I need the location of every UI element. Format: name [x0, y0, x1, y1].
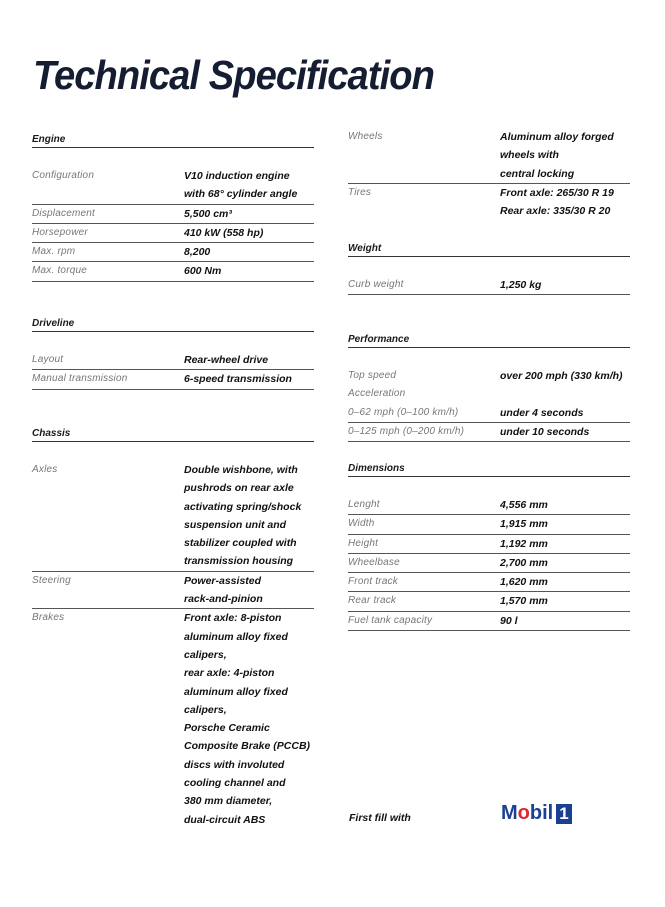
spec-row — [32, 461, 314, 572]
spec-value — [184, 243, 210, 261]
spec-value-line: pushrods on rear axle — [184, 482, 294, 495]
spec-label: Axles — [32, 464, 58, 475]
spec-value-line: 6-speed transmission — [184, 373, 292, 386]
spec-value — [500, 128, 614, 183]
spec-value — [500, 276, 541, 294]
dimensions-rows — [348, 496, 630, 631]
spec-label: Max. torque — [32, 265, 88, 277]
spec-label: Front track — [348, 576, 398, 588]
spec-row — [32, 609, 314, 829]
spec-value-line: dual-circuit ABS — [184, 813, 266, 826]
spec-value-line: central locking — [500, 167, 575, 180]
dimensions-section — [348, 463, 630, 631]
spec-value-line: aluminum alloy fixed — [184, 685, 288, 698]
spec-row — [348, 612, 630, 631]
spec-label: Top speed — [348, 370, 397, 381]
spec-row — [32, 351, 314, 370]
spec-label: Max. rpm — [32, 246, 76, 258]
spec-value-line: 1,620 mm — [500, 576, 548, 589]
spec-label: Manual transmission — [32, 373, 128, 385]
spec-value — [500, 592, 548, 610]
spec-row — [32, 262, 314, 281]
spec-label: Width — [348, 518, 375, 530]
spec-row — [348, 423, 630, 442]
spec-value — [184, 370, 292, 388]
spec-row — [32, 572, 314, 610]
spec-row — [348, 404, 630, 423]
spec-row — [348, 385, 630, 403]
spec-value — [500, 184, 614, 221]
spec-label: Wheelbase — [348, 556, 400, 568]
spec-value — [500, 423, 589, 441]
spec-label: Configuration — [32, 170, 95, 181]
spec-value-line: Power-assisted — [184, 574, 262, 587]
engine-section — [32, 134, 314, 282]
spec-value-line: calipers, — [184, 703, 227, 716]
spec-value-line: Rear axle: 335/30 R 20 — [500, 205, 611, 218]
spec-row — [348, 128, 630, 184]
spec-row — [348, 184, 630, 221]
spec-value — [184, 167, 297, 204]
spec-value-line: Double wishbone, with — [184, 464, 298, 476]
spec-value-line: activating spring/shock — [184, 500, 302, 513]
spec-value-line: Composite Brake (PCCB) — [184, 740, 311, 753]
spec-label: Curb weight — [348, 279, 404, 290]
spec-value — [184, 461, 301, 571]
spec-row — [348, 276, 630, 295]
spec-value-line: rear axle: 4-piston — [184, 667, 275, 680]
spec-value-line: 8,200 — [184, 246, 211, 259]
spec-row — [348, 554, 630, 573]
weight-heading: Weight — [348, 243, 630, 257]
spec-value-line: Front axle: 265/30 R 19 — [500, 186, 614, 199]
spec-value-line: 380 mm diameter, — [184, 795, 273, 808]
spec-value — [500, 385, 503, 403]
spec-label: Steering — [32, 574, 71, 586]
spec-value — [500, 612, 518, 630]
spec-value-line: Porsche Ceramic — [184, 722, 270, 735]
chassis-section — [32, 428, 314, 829]
spec-label: Rear track — [348, 595, 397, 607]
spec-label: Wheels — [348, 131, 383, 142]
spec-value — [500, 496, 548, 514]
spec-row — [348, 367, 630, 385]
spec-row — [32, 167, 314, 205]
spec-label: Layout — [32, 354, 64, 365]
spec-row — [32, 224, 314, 243]
engine-heading: Engine — [32, 134, 314, 148]
spec-row — [32, 243, 314, 262]
spec-value-line: 1,192 mm — [500, 537, 548, 550]
spec-value-line: stabilizer coupled with — [184, 537, 297, 550]
spec-value-line: transmission housing — [184, 555, 294, 568]
spec-value-line: 2,700 mm — [500, 556, 548, 569]
spec-row — [348, 535, 630, 554]
spec-label: 0–62 mph (0–100 km/h) — [348, 406, 459, 418]
wheels-section — [348, 128, 630, 220]
driveline-section — [32, 318, 314, 390]
spec-value-line: with 68° cylinder angle — [184, 188, 298, 201]
spec-value-line: calipers, — [184, 648, 227, 661]
driveline-heading: Driveline — [32, 318, 314, 332]
spec-value — [500, 573, 548, 591]
spec-label: Lenght — [348, 499, 380, 510]
performance-section — [348, 334, 630, 442]
performance-rows — [348, 367, 630, 442]
spec-row — [348, 592, 630, 611]
spec-value-line: 600 Nm — [184, 265, 222, 278]
logo-bil: bil — [529, 802, 554, 824]
logo-o: o — [517, 802, 530, 824]
spec-value-line: V10 induction engine — [184, 170, 290, 182]
mobil-1-logo — [501, 802, 572, 825]
spec-value-line: under 10 seconds — [500, 425, 590, 438]
first-fill-label: First fill with — [349, 812, 411, 824]
chassis-rows — [32, 461, 314, 829]
spec-value-line: Front axle: 8-piston — [184, 612, 282, 625]
spec-value — [184, 262, 221, 280]
spec-value-line: 1,915 mm — [500, 518, 548, 531]
weight-rows — [348, 276, 630, 295]
spec-value-line: rack-and-pinion — [184, 593, 263, 606]
spec-label: Height — [348, 537, 379, 549]
spec-value-line: discs with involuted — [184, 758, 285, 771]
spec-value — [184, 572, 263, 609]
spec-value — [500, 404, 583, 422]
spec-value-line: suspension unit and — [184, 518, 287, 531]
spec-value-line: Aluminum alloy forged — [500, 131, 614, 143]
spec-value — [184, 224, 263, 242]
spec-value-line — [500, 385, 503, 403]
spec-label: Horsepower — [32, 226, 88, 238]
spec-value-line: 90 l — [500, 614, 518, 627]
page-title: Technical Specification — [33, 52, 434, 98]
spec-label: 0–125 mph (0–200 km/h) — [348, 425, 465, 437]
spec-value-line: under 4 seconds — [500, 406, 584, 419]
spec-value — [184, 609, 310, 829]
spec-value-line: aluminum alloy fixed — [184, 630, 288, 643]
spec-row — [32, 370, 314, 389]
spec-value — [184, 351, 268, 369]
chassis-heading: Chassis — [32, 428, 314, 442]
dimensions-heading: Dimensions — [348, 463, 630, 477]
spec-label: Acceleration — [348, 388, 406, 400]
engine-rows — [32, 167, 314, 282]
driveline-rows — [32, 351, 314, 390]
spec-row — [348, 515, 630, 534]
performance-heading: Performance — [348, 334, 630, 348]
spec-value-line: 4,556 mm — [500, 499, 548, 511]
spec-row — [348, 573, 630, 592]
spec-row — [348, 496, 630, 515]
spec-value-line: over 200 mph (330 km/h) — [500, 370, 623, 382]
spec-value — [500, 535, 548, 553]
spec-value-line: Rear-wheel drive — [184, 354, 269, 366]
spec-value-line: 1,250 kg — [500, 279, 542, 291]
spec-label: Brakes — [32, 612, 65, 624]
spec-label: Tires — [348, 186, 372, 198]
spec-row — [32, 205, 314, 224]
spec-value — [500, 367, 623, 385]
wheels-rows — [348, 128, 630, 220]
logo-m: M — [501, 802, 518, 824]
logo-one: 1 — [556, 804, 571, 824]
spec-value-line: 1,570 mm — [500, 595, 548, 608]
spec-label: Fuel tank capacity — [348, 614, 433, 626]
spec-value-line: wheels with — [500, 149, 559, 162]
spec-value-line: 410 kW (558 hp) — [184, 226, 264, 239]
spec-value — [500, 554, 548, 572]
weight-section — [348, 243, 630, 295]
spec-value-line: 5,500 cm³ — [184, 207, 232, 220]
spec-label: Displacement — [32, 207, 95, 219]
spec-value — [500, 515, 548, 533]
spec-value — [184, 205, 232, 223]
spec-value-line: cooling channel and — [184, 777, 286, 790]
